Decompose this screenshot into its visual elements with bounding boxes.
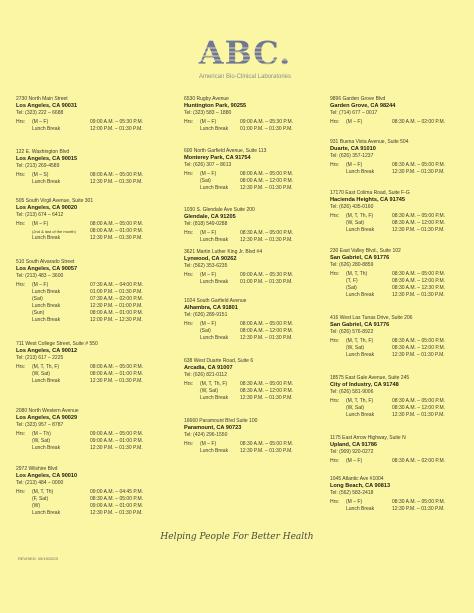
location-card xyxy=(16,259,168,324)
location-city: Los Angeles, CA 90015 xyxy=(16,156,78,162)
location-city: Long Beach, CA 90813 xyxy=(330,483,391,489)
location-hours xyxy=(184,230,324,244)
hours-row: Lunch Break 12:30 P.M. – 01:30 P.M. xyxy=(32,235,143,241)
location-phone: Tel: (424) 296-1550 xyxy=(184,432,228,438)
hours-row: Lunch Break 12:30 P.M. – 01:30 P.M. xyxy=(200,237,293,243)
revised-date: REVISED: 09/19/2023 xyxy=(18,556,58,561)
hours-row: (W) 09:00 A.M. – 01:00 P.M. xyxy=(32,503,143,509)
location-hours xyxy=(16,172,168,186)
hours-row: Lunch Break 12:30 P.M. – 01:30 P.M. xyxy=(346,412,445,418)
location-phone: Tel: (323) 583 – 1880 xyxy=(184,110,232,116)
hours-row: Lunch Break 12:30 P.M. – 01:30 P.M. xyxy=(346,352,445,358)
location-card xyxy=(184,418,324,455)
hours-row: Lunch Break 12:30 P.M. – 01:30 P.M. xyxy=(32,510,143,516)
hours-row: Hrs: (M, T, Th) 09:00 A.M. – 04:45 P.M. xyxy=(16,489,143,495)
location-phone: Tel: (213) 269-4589 xyxy=(16,163,60,169)
location-address: 931 Buena Vista Avenue, Suite 504 xyxy=(330,139,409,145)
hours-row: Lunch Break 12:30 P.M. – 01:30 P.M. xyxy=(200,335,293,341)
hours-row: (W, Sat) 08:30 A.M. – 12:00 P.M. xyxy=(346,220,445,226)
location-city: Huntington Park, 90255 xyxy=(184,103,247,109)
location-phone: Tel: (213) 617 – 2225 xyxy=(16,355,64,361)
location-address: 2972 Wilshire Blvd xyxy=(16,466,58,472)
location-phone: Tel: (562) 583-2418 xyxy=(330,490,374,496)
location-city: Arcadia, CA 91007 xyxy=(184,365,233,371)
location-card xyxy=(330,476,474,513)
hours-row: Hrs: (M, T, Th, F) 08:30 A.M. – 05:00 P.M. xyxy=(184,381,293,387)
hours-row: Hrs: (M – F) 09:00 A.M. – 05:30 P.M. xyxy=(184,119,293,125)
location-card xyxy=(16,198,168,242)
location-hours xyxy=(16,364,168,385)
location-city: Garden Grove, CA 98244 xyxy=(330,103,396,109)
location-phone: Tel: (818) 549-0288 xyxy=(184,221,228,227)
hours-row: Hrs: (M – F) 08:00 A.M. – 05:00 P.M. xyxy=(16,221,143,227)
hours-row: Hrs: (M, T, Th, F) 08:30 A.M. – 05:00 P.M. xyxy=(330,398,445,404)
location-hours xyxy=(330,458,474,465)
location-hours xyxy=(16,431,168,452)
location-city: City of Industry, CA 91748 xyxy=(330,382,399,388)
location-address: 230 East Valley Blvd., Suite 102 xyxy=(330,248,401,254)
location-card xyxy=(330,139,474,176)
location-phone: Tel: (323) 222 – 6688 xyxy=(16,110,64,116)
location-card xyxy=(330,190,474,234)
hours-row: (2nd & last of the month) 08:00 A.M. – 01:00 P.M. xyxy=(32,228,143,234)
location-city: San Gabriel, CA 91776 xyxy=(330,255,390,261)
location-card xyxy=(16,341,168,385)
hours-row: (W, Sat) 08:30 A.M. – 12:00 P.M. xyxy=(346,405,445,411)
location-phone: Tel: (562) 353-6235 xyxy=(184,263,228,269)
location-city: Hacienda Heights, CA 91745 xyxy=(330,197,406,203)
location-address: 1045 Atlantic Ave #1004 xyxy=(330,476,384,482)
hours-row: (Sun) 08:00 A.M. – 01:00 P.M. xyxy=(32,310,143,316)
location-card xyxy=(16,466,168,517)
location-phone: Tel: (626) 289-9151 xyxy=(184,312,228,318)
location-hours xyxy=(16,282,168,324)
location-address: 122 E. Washington Blvd xyxy=(16,149,70,155)
hours-row: (W, Sat) 08:00 A.M. – 01:00 P.M. xyxy=(32,371,143,377)
hours-row: (W, Sat) 09:00 A.M. – 01:00 P.M. xyxy=(32,438,143,444)
location-city: Los Angeles, CA 90057 xyxy=(16,266,78,272)
location-hours xyxy=(16,119,168,133)
location-address: 1024 South Garfield Avenue xyxy=(184,298,247,304)
location-phone: Tel: (213) 483 – 3600 xyxy=(16,273,64,279)
location-address: 3621 Martin Luther King Jr. Blvd #4 xyxy=(184,249,263,255)
location-hours xyxy=(184,272,324,286)
footer-tagline: Helping People For Better Health xyxy=(160,532,314,542)
hours-row: (Sat) 07:30 A.M. – 02:00 P.M. xyxy=(32,296,143,302)
location-hours xyxy=(330,499,474,513)
hours-row: Lunch Break 12:00 P.M. – 12:30 P.M. xyxy=(32,317,143,323)
location-hours xyxy=(184,441,324,455)
location-card xyxy=(330,248,474,299)
location-card xyxy=(16,96,168,133)
location-address: 600 North Garfield Avenue, Suite 113 xyxy=(184,148,267,154)
location-city: Glendale, CA 91205 xyxy=(184,214,236,220)
hours-row: Hrs: (M – F) 08:30 A.M. – 05:00 P.M. xyxy=(330,162,445,168)
location-hours xyxy=(330,162,474,176)
location-city: Upland, CA 91786 xyxy=(330,442,378,448)
location-address: 1030 S. Glendale Ave Suite 200 xyxy=(184,207,255,213)
hours-row: Hrs: (M – Th) 09:00 A.M. – 05:00 P.M. xyxy=(16,431,143,437)
location-card xyxy=(184,96,324,133)
location-address: 711 West College Street, Suite # 550 xyxy=(16,341,98,347)
hours-row: Lunch Break 01:00 P.M. – 01:30 P.M. xyxy=(200,279,293,285)
hours-row: Hrs: (M – F) 09:00 A.M. – 05:30 P.M. xyxy=(16,119,143,125)
location-address: 416 West Las Tunas Drive, Suite 206 xyxy=(330,315,413,321)
hours-row: Lunch Break 12:30 P.M. – 01:30 P.M. xyxy=(200,185,293,191)
hours-row: Hrs: (M – F) 08:30 A.M. – 02:00 P.M. xyxy=(330,458,445,464)
location-city: Duarte, CA 91010 xyxy=(330,146,376,152)
location-card xyxy=(330,435,474,465)
location-phone: Tel: (909) 920-0272 xyxy=(330,449,374,455)
location-card xyxy=(184,249,324,286)
hours-row: Lunch Break 12:30 P.M. – 01:30 P.M. xyxy=(346,169,445,175)
location-city: Los Angeles, CA 90020 xyxy=(16,205,78,211)
hours-row: Lunch Break 12:00 P.M. – 01:30 P.M. xyxy=(32,126,143,132)
location-city: Alhambra, CA 91801 xyxy=(184,305,238,311)
location-address: 638 West Duarte Road, Suite 6 xyxy=(184,358,254,364)
location-hours xyxy=(16,489,168,517)
hours-row: Lunch Break 12:30 P.M. – 01:30 P.M. xyxy=(346,506,445,512)
location-hours xyxy=(330,398,474,419)
location-city: Paramount, CA 90723 xyxy=(184,425,242,431)
location-address: 1175 East Arrow Highway, Suite N xyxy=(330,435,406,441)
location-hours xyxy=(184,381,324,402)
location-phone: Tel: (714) 677 – 0017 xyxy=(330,110,378,116)
location-card xyxy=(184,298,324,342)
location-address: 2080 North Western Avenue xyxy=(16,408,79,414)
hours-row: Lunch Break 12:30 P.M. – 01:30 P.M. xyxy=(32,378,143,384)
location-phone: Tel: (626) 576-8922 xyxy=(330,329,374,335)
hours-row: Lunch Break 12:30 P.M. – 01:00 P.M. xyxy=(32,303,143,309)
hours-row: Hrs: (M – F) 08:30 A.M. – 05:00 P.M. xyxy=(184,441,293,447)
location-hours xyxy=(184,119,324,133)
location-phone: Tel: (626) 357-1237 xyxy=(330,153,374,159)
location-hours xyxy=(330,271,474,299)
location-hours xyxy=(330,338,474,359)
location-city: Los Angeles, CA 90012 xyxy=(16,348,78,354)
location-hours xyxy=(330,119,474,126)
location-card xyxy=(330,375,474,419)
hours-row: Hrs: (M – F) 07:30 A.M. – 04:00 P.M. xyxy=(16,282,143,288)
hours-row: Hrs: (M – F) 08:00 A.M. – 05:00 P.M. xyxy=(184,321,293,327)
hours-row: (W, Sat) 08:30 A.M. – 12:00 P.M. xyxy=(346,345,445,351)
hours-row: Lunch Break 12:30 P.M. – 01:30 P.M. xyxy=(200,448,293,454)
location-phone: Tel: (626) 581-9006 xyxy=(330,389,374,395)
hours-row: Lunch Break 12:30 P.M. – 01:30 P.M. xyxy=(32,445,143,451)
logo-wordmark: ABC. xyxy=(198,34,292,72)
location-phone: Tel: (626) 821-0112 xyxy=(184,372,227,378)
abc-logo xyxy=(190,35,300,85)
location-address: 6530 Rugby Avenue xyxy=(184,96,229,102)
location-address: 16660 Paramount Blvd Suite 100 xyxy=(184,418,258,424)
location-card xyxy=(184,207,324,244)
location-card xyxy=(16,149,168,186)
hours-row: Hrs: (M – F) 08:00 A.M. – 05:00 P.M. xyxy=(184,171,293,177)
location-address: 510 South Alvarado Street xyxy=(16,259,75,265)
hours-row: (Sat) 08:00 A.M. – 12:00 P.M. xyxy=(200,178,293,184)
location-phone: Tel: (323) 957 – 8787 xyxy=(16,422,64,428)
location-address: 505 South Virgil Avenue, Suite 301 xyxy=(16,198,94,204)
location-card xyxy=(16,408,168,452)
logo-stripes-icon xyxy=(190,41,300,69)
hours-row: Hrs: (M, T, Th, F) 08:30 A.M. – 05:00 P.M. xyxy=(330,338,445,344)
hours-row: Lunch Break 12:30 P.M. – 01:30 P.M. xyxy=(346,292,445,298)
hours-row: (W, Sat) 08:30 A.M. – 12:00 P.M. xyxy=(200,388,293,394)
location-hours xyxy=(16,221,168,242)
location-hours xyxy=(184,171,324,192)
hours-row: Lunch Break 01:00 P.M. – 01:30 P.M. xyxy=(200,126,293,132)
hours-row: Hrs: (M – F) 09:00 A.M. – 05:30 P.M. xyxy=(184,272,293,278)
location-phone: Tel: (213) 674 – 6412 xyxy=(16,212,64,218)
logo-subtitle: American Bio-Clinical Laboratories xyxy=(198,74,292,80)
location-phone: Tel: (626) 280-8859 xyxy=(330,262,374,268)
location-phone: Tel: (213) 484 – 0000 xyxy=(16,480,64,486)
location-hours xyxy=(330,213,474,234)
location-address: 9896 Garden Grove Blvd xyxy=(330,96,386,102)
location-city: Lynwood, CA 90262 xyxy=(184,256,237,262)
location-hours xyxy=(184,321,324,342)
hours-row: Hrs: (M, T, Th, F) 08:30 A.M. – 05:00 P.M. xyxy=(330,213,445,219)
hours-row: (F, Sat) 08:30 A.M. – 05:00 P.M. xyxy=(32,496,143,502)
hours-row: (Sat) 08:30 A.M. – 12:30 P.M. xyxy=(346,285,445,291)
hours-row: Lunch Break 12:30 P.M. – 01:30 P.M. xyxy=(200,395,293,401)
location-city: Monterey Park, CA 91754 xyxy=(184,155,251,161)
location-card xyxy=(330,96,474,126)
location-card xyxy=(184,358,324,402)
hours-row: Hrs: (M – F) 08:30 A.M. – 02:00 P.M. xyxy=(330,119,445,125)
hours-row: Hrs: (M – F) 08:30 A.M. – 05:00 P.M. xyxy=(330,499,445,505)
hours-row: Hrs: (M, T, Th, F) 08:00 A.M. – 05:00 P.M. xyxy=(16,364,143,370)
hours-row: Hrs: (M – S) 08:00 A.M. – 05:00 P.M. xyxy=(16,172,143,178)
hours-row: Lunch Break 01:00 P.M. – 01:30 P.M. xyxy=(32,289,143,295)
hours-row: Lunch Break 12:30 P.M. – 01:30 P.M. xyxy=(32,179,143,185)
hours-row: Hrs: (M, T, Th) 08:30 A.M. – 05:00 P.M. xyxy=(330,271,445,277)
location-phone: Tel: (626) 435-0160 xyxy=(330,204,374,210)
location-phone: Tel: (626) 307 – 8613 xyxy=(184,162,232,168)
location-address: 2730 North Main Street xyxy=(16,96,68,102)
location-address: 18575 East Gale Avenue, Suite 245 xyxy=(330,375,410,381)
location-card xyxy=(184,148,324,192)
hours-row: Lunch Break 12:30 P.M. – 01:30 P.M. xyxy=(346,227,445,233)
hours-row: (T, F) 08:30 A.M. – 12:00 P.M. xyxy=(346,278,445,284)
location-city: Los Angeles, CA 90029 xyxy=(16,415,78,421)
hours-row: (Sat) 08:00 A.M. – 12:00 P.M. xyxy=(200,328,293,334)
location-city: Los Angeles, CA 90031 xyxy=(16,103,78,109)
location-city: San Gabriel, CA 91776 xyxy=(330,322,390,328)
location-address: 17170 East Colima Road, Suite F-G xyxy=(330,190,410,196)
location-card xyxy=(330,315,474,359)
hours-row: Hrs: (M – F) 08:30 A.M. – 05:00 P.M. xyxy=(184,230,293,236)
location-city: Los Angeles, CA 90010 xyxy=(16,473,78,479)
